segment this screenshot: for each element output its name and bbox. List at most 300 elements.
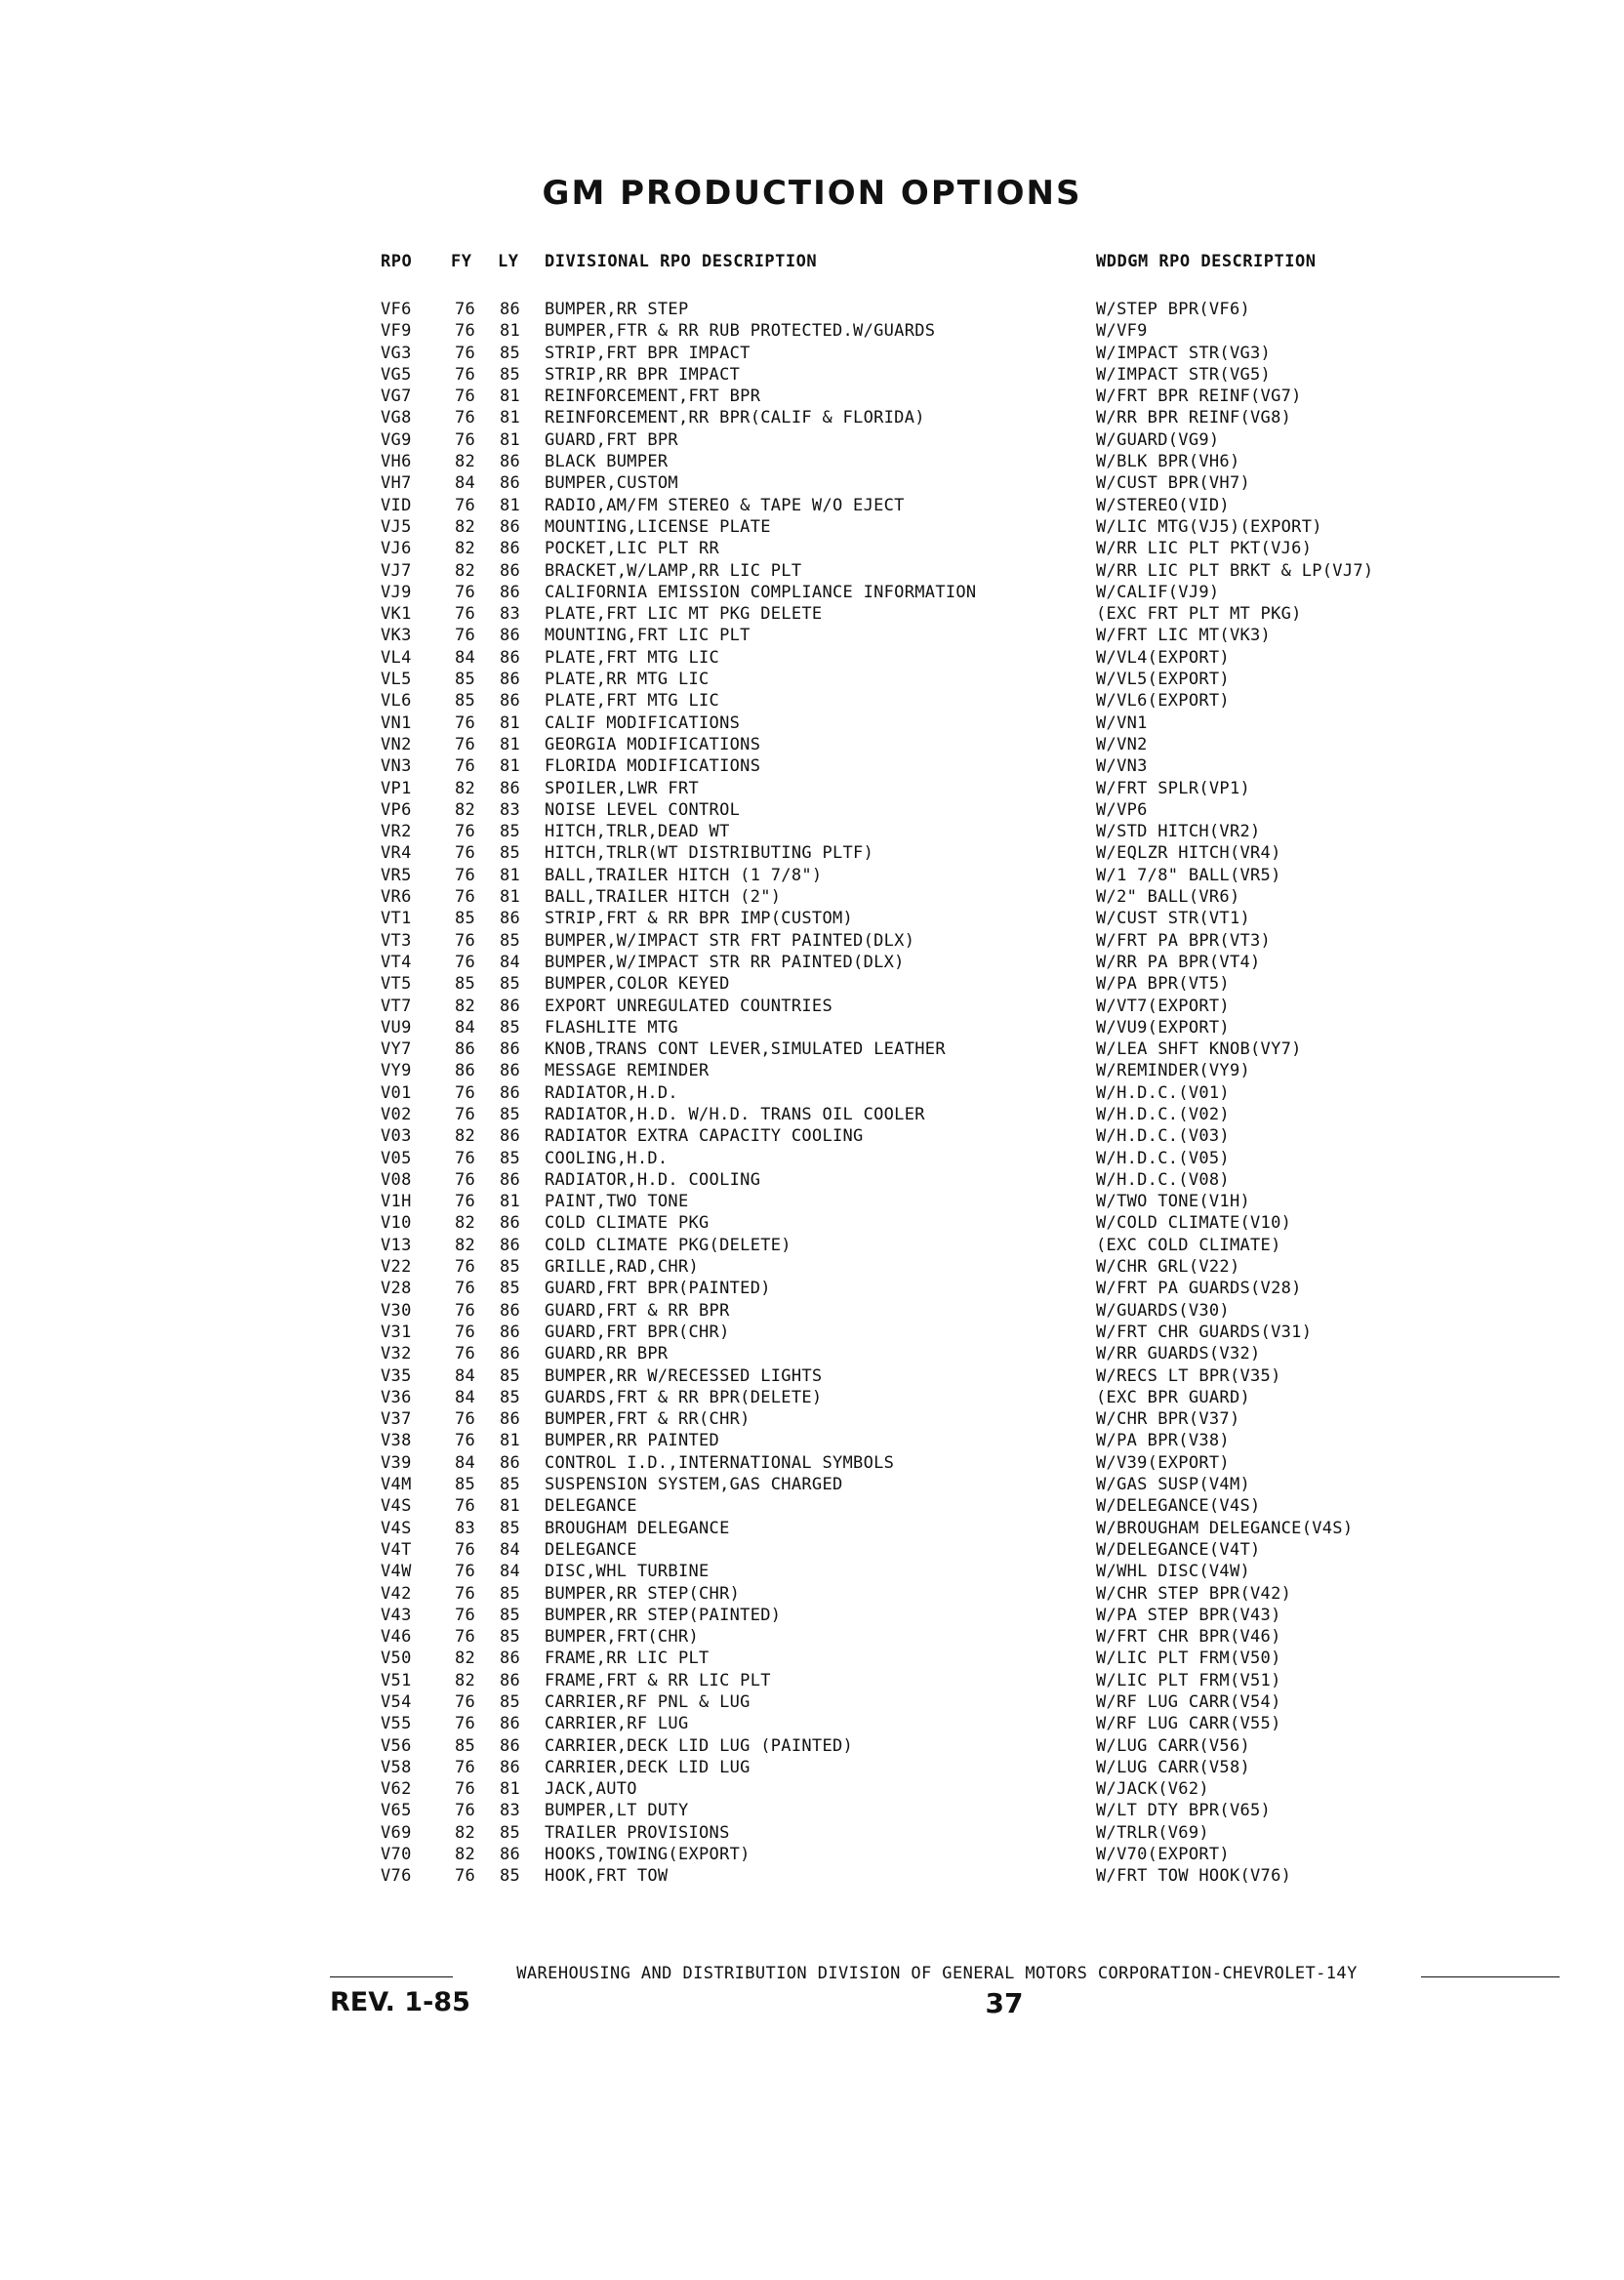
last-year: 86: [500, 1169, 521, 1190]
table-row: [0, 1800, 1624, 1821]
table-row: [0, 1169, 1624, 1191]
last-year: 86: [500, 1213, 521, 1234]
last-year: 86: [500, 1082, 521, 1103]
rpo-code: VP1: [381, 778, 412, 798]
wddgm-description: W/VL6(EXPORT): [1096, 691, 1230, 712]
divisional-description: RADIATOR EXTRA CAPACITY COOLING: [545, 1126, 864, 1147]
last-year: 85: [500, 822, 521, 842]
first-year: 85: [455, 909, 476, 929]
divisional-description: COLD CLIMATE PKG(DELETE): [545, 1235, 792, 1255]
last-year: 86: [500, 1757, 521, 1777]
rpo-code: VF9: [381, 321, 412, 342]
rpo-code: VR5: [381, 865, 412, 885]
wddgm-description: W/2" BALL(VR6): [1096, 887, 1240, 908]
rpo-code: VT5: [381, 974, 412, 995]
last-year: 86: [500, 582, 521, 602]
rpo-code: VP6: [381, 799, 412, 820]
wddgm-description: W/DELEGANCE(V4S): [1096, 1496, 1261, 1517]
table-row: [0, 625, 1624, 646]
wddgm-description: W/VL4(EXPORT): [1096, 647, 1230, 668]
wddgm-description: (EXC COLD CLIMATE): [1096, 1235, 1281, 1255]
table-row: [0, 669, 1624, 690]
last-year: 86: [500, 473, 521, 494]
first-year: 82: [455, 1649, 476, 1669]
rpo-code: VL6: [381, 691, 412, 712]
divisional-description: FLORIDA MODIFICATIONS: [545, 756, 761, 777]
first-year: 76: [455, 1257, 476, 1278]
wddgm-description: W/STD HITCH(VR2): [1096, 822, 1261, 842]
wddgm-description: W/STEREO(VID): [1096, 495, 1230, 515]
last-year: 81: [500, 1431, 521, 1451]
table-row: [0, 1495, 1624, 1517]
first-year: 76: [455, 1562, 476, 1582]
rpo-code: VJ7: [381, 560, 412, 581]
divisional-description: JACK,AUTO: [545, 1779, 637, 1800]
last-year: 81: [500, 1496, 521, 1517]
divisional-description: GUARD,FRT BPR(CHR): [545, 1322, 730, 1342]
rpo-code: V51: [381, 1670, 412, 1690]
rpo-code: VG8: [381, 408, 412, 428]
first-year: 85: [455, 691, 476, 712]
table-row: [0, 647, 1624, 669]
divisional-description: HOOKS,TOWING(EXPORT): [545, 1845, 751, 1865]
first-year: 82: [455, 1235, 476, 1255]
table-row: [0, 690, 1624, 712]
rpo-code: V22: [381, 1257, 412, 1278]
last-year: 84: [500, 1562, 521, 1582]
divisional-description: TRAILER PROVISIONS: [545, 1822, 730, 1843]
first-year: 76: [455, 582, 476, 602]
rpo-code: VJ5: [381, 516, 412, 537]
last-year: 85: [500, 1017, 521, 1038]
table-row: [0, 1408, 1624, 1430]
last-year: 81: [500, 734, 521, 754]
divisional-description: EXPORT UNREGULATED COUNTRIES: [545, 996, 832, 1016]
table-row: [0, 734, 1624, 755]
last-year: 86: [500, 1344, 521, 1364]
rpo-code: V08: [381, 1169, 412, 1190]
wddgm-description: (EXC FRT PLT MT PKG): [1096, 604, 1302, 625]
last-year: 85: [500, 343, 521, 363]
wddgm-description: W/IMPACT STR(VG5): [1096, 364, 1272, 385]
divisional-description: RADIATOR,H.D.: [545, 1082, 678, 1103]
table-row: [0, 1343, 1624, 1364]
divisional-description: BALL,TRAILER HITCH (2"): [545, 887, 782, 908]
wddgm-description: W/FRT CHR GUARDS(V31): [1096, 1322, 1313, 1342]
first-year: 82: [455, 1845, 476, 1865]
rpo-code: VG7: [381, 387, 412, 407]
wddgm-description: W/REMINDER(VY9): [1096, 1061, 1251, 1081]
first-year: 76: [455, 429, 476, 450]
rpo-code: V54: [381, 1692, 412, 1712]
rpo-code: VG3: [381, 343, 412, 363]
divisional-description: GUARD,FRT & RR BPR: [545, 1300, 730, 1321]
table-row: [0, 1256, 1624, 1278]
first-year: 84: [455, 1452, 476, 1473]
wddgm-description: W/VN1: [1096, 712, 1148, 733]
rpo-code: V39: [381, 1452, 412, 1473]
last-year: 85: [500, 843, 521, 864]
first-year: 76: [455, 734, 476, 754]
first-year: 76: [455, 822, 476, 842]
last-year: 84: [500, 1539, 521, 1560]
table-row: [0, 1452, 1624, 1474]
divisional-description: CARRIER,DECK LID LUG (PAINTED): [545, 1735, 854, 1756]
last-year: 85: [500, 974, 521, 995]
first-year: 84: [455, 1017, 476, 1038]
wddgm-description: W/PA BPR(V38): [1096, 1431, 1230, 1451]
wddgm-description: W/VU9(EXPORT): [1096, 1017, 1230, 1038]
table-row: [0, 886, 1624, 908]
table-row: [0, 1778, 1624, 1800]
first-year: 86: [455, 1061, 476, 1081]
table-row: [0, 429, 1624, 451]
divisional-description: FLASHLITE MTG: [545, 1017, 678, 1038]
last-year: 86: [500, 1409, 521, 1430]
table-row: [0, 320, 1624, 342]
rpo-code: VU9: [381, 1017, 412, 1038]
wddgm-description: W/RR BPR REINF(VG8): [1096, 408, 1292, 428]
divisional-description: BLACK BUMPER: [545, 452, 669, 472]
first-year: 76: [455, 1757, 476, 1777]
rpo-code: VT7: [381, 996, 412, 1016]
divisional-description: BUMPER,CUSTOM: [545, 473, 678, 494]
wddgm-description: W/RECS LT BPR(V35): [1096, 1365, 1281, 1386]
first-year: 82: [455, 452, 476, 472]
last-year: 81: [500, 321, 521, 342]
table-row: [0, 842, 1624, 864]
table-row: [0, 1561, 1624, 1582]
last-year: 86: [500, 1845, 521, 1865]
divisional-description: POCKET,LIC PLT RR: [545, 539, 720, 559]
divisional-description: BALL,TRAILER HITCH (1 7/8"): [545, 865, 823, 885]
last-year: 86: [500, 691, 521, 712]
last-year: 85: [500, 1104, 521, 1124]
wddgm-description: W/VN2: [1096, 734, 1148, 754]
first-year: 76: [455, 300, 476, 319]
header-rpo: RPO: [381, 252, 413, 271]
wddgm-description: W/JACK(V62): [1096, 1779, 1209, 1800]
table-row: [0, 1365, 1624, 1387]
divisional-description: CALIF MODIFICATIONS: [545, 712, 741, 733]
last-year: 86: [500, 909, 521, 929]
last-year: 86: [500, 626, 521, 646]
last-year: 86: [500, 1649, 521, 1669]
first-year: 76: [455, 843, 476, 864]
first-year: 76: [455, 1496, 476, 1517]
divisional-description: BUMPER,FRT(CHR): [545, 1627, 700, 1648]
table-row: [0, 712, 1624, 734]
wddgm-description: W/H.D.C.(V01): [1096, 1082, 1230, 1103]
table-row: [0, 1626, 1624, 1648]
table-row: [0, 582, 1624, 603]
last-year: 86: [500, 1126, 521, 1147]
divisional-description: PLATE,FRT LIC MT PKG DELETE: [545, 604, 823, 625]
rpo-code: V69: [381, 1822, 412, 1843]
first-year: 82: [455, 1126, 476, 1147]
divisional-description: BUMPER,W/IMPACT STR RR PAINTED(DLX): [545, 952, 905, 972]
divisional-description: BUMPER,RR STEP(CHR): [545, 1583, 741, 1604]
last-year: 83: [500, 799, 521, 820]
wddgm-description: W/CHR STEP BPR(V42): [1096, 1583, 1292, 1604]
divisional-description: GUARD,FRT BPR(PAINTED): [545, 1279, 771, 1299]
last-year: 86: [500, 539, 521, 559]
wddgm-description: W/CUST BPR(VH7): [1096, 473, 1251, 494]
divisional-description: CALIFORNIA EMISSION COMPLIANCE INFORMATION: [545, 582, 977, 602]
rpo-code: VL4: [381, 647, 412, 668]
last-year: 85: [500, 364, 521, 385]
rpo-code: VR6: [381, 887, 412, 908]
wddgm-description: W/H.D.C.(V02): [1096, 1104, 1230, 1124]
last-year: 86: [500, 300, 521, 319]
wddgm-description: W/FRT LIC MT(VK3): [1096, 626, 1272, 646]
divisional-description: RADIATOR,H.D. COOLING: [545, 1169, 761, 1190]
divisional-description: REINFORCEMENT,FRT BPR: [545, 387, 761, 407]
wddgm-description: W/RR LIC PLT PKT(VJ6): [1096, 539, 1313, 559]
last-year: 86: [500, 1061, 521, 1081]
first-year: 76: [455, 1801, 476, 1821]
last-year: 85: [500, 1387, 521, 1407]
divisional-description: FRAME,FRT & RR LIC PLT: [545, 1670, 771, 1690]
table-row: [0, 1430, 1624, 1451]
divisional-description: CARRIER,DECK LID LUG: [545, 1757, 751, 1777]
first-year: 76: [455, 1692, 476, 1712]
first-year: 76: [455, 1409, 476, 1430]
first-year: 85: [455, 1475, 476, 1495]
first-year: 76: [455, 1344, 476, 1364]
rpo-code: V36: [381, 1387, 412, 1407]
last-year: 81: [500, 408, 521, 428]
rpo-code: V05: [381, 1148, 412, 1168]
last-year: 84: [500, 952, 521, 972]
rpo-code: V55: [381, 1714, 412, 1734]
divisional-description: BUMPER,RR PAINTED: [545, 1431, 720, 1451]
rpo-code: VH7: [381, 473, 412, 494]
rpo-code: VK1: [381, 604, 412, 625]
wddgm-description: W/LIC PLT FRM(V50): [1096, 1649, 1281, 1669]
first-year: 76: [455, 408, 476, 428]
rpo-code: VT1: [381, 909, 412, 929]
first-year: 86: [455, 1039, 476, 1060]
footer-rule-left: [330, 1976, 453, 1977]
wddgm-description: W/H.D.C.(V03): [1096, 1126, 1230, 1147]
last-year: 85: [500, 1475, 521, 1495]
divisional-description: RADIATOR,H.D. W/H.D. TRANS OIL COOLER: [545, 1104, 925, 1124]
rpo-code: VG5: [381, 364, 412, 385]
last-year: 85: [500, 1257, 521, 1278]
table-row: [0, 1583, 1624, 1605]
wddgm-description: W/PA BPR(VT5): [1096, 974, 1230, 995]
last-year: 85: [500, 1148, 521, 1168]
table-row: [0, 1605, 1624, 1626]
first-year: 76: [455, 712, 476, 733]
divisional-description: BUMPER,RR STEP(PAINTED): [545, 1605, 782, 1625]
table-row: [0, 386, 1624, 407]
rpo-code: VN2: [381, 734, 412, 754]
table-row: [0, 1082, 1624, 1104]
last-year: 81: [500, 887, 521, 908]
wddgm-description: W/RF LUG CARR(V54): [1096, 1692, 1281, 1712]
table-row: [0, 1474, 1624, 1495]
first-year: 76: [455, 364, 476, 385]
first-year: 82: [455, 1213, 476, 1234]
rpo-code: VR2: [381, 822, 412, 842]
table-row: [0, 1017, 1624, 1038]
wddgm-description: W/LIC MTG(VJ5)(EXPORT): [1096, 516, 1322, 537]
divisional-description: MESSAGE REMINDER: [545, 1061, 710, 1081]
header-divisional-description: DIVISIONAL RPO DESCRIPTION: [545, 252, 818, 271]
table-row: [0, 364, 1624, 386]
divisional-description: BRACKET,W/LAMP,RR LIC PLT: [545, 560, 802, 581]
divisional-description: CARRIER,RF PNL & LUG: [545, 1692, 751, 1712]
divisional-description: STRIP,FRT & RR BPR IMP(CUSTOM): [545, 909, 854, 929]
rpo-code: V02: [381, 1104, 412, 1124]
rpo-code: VL5: [381, 670, 412, 690]
rpo-code: V70: [381, 1845, 412, 1865]
first-year: 84: [455, 473, 476, 494]
rpo-code: VF6: [381, 300, 412, 319]
last-year: 83: [500, 604, 521, 625]
rpo-code: V32: [381, 1344, 412, 1364]
rpo-code: V62: [381, 1779, 412, 1800]
wddgm-description: W/V39(EXPORT): [1096, 1452, 1230, 1473]
table-row: [0, 1757, 1624, 1778]
table-row: [0, 1518, 1624, 1539]
wddgm-description: W/WHL DISC(V4W): [1096, 1562, 1251, 1582]
last-year: 81: [500, 712, 521, 733]
rpo-code: V28: [381, 1279, 412, 1299]
last-year: 86: [500, 516, 521, 537]
divisional-description: HITCH,TRLR(WT DISTRIBUTING PLTF): [545, 843, 874, 864]
divisional-description: HOOK,FRT TOW: [545, 1866, 669, 1887]
table-row: [0, 1648, 1624, 1669]
last-year: 83: [500, 1801, 521, 1821]
table-row: [0, 799, 1624, 821]
divisional-description: BUMPER,FTR & RR RUB PROTECTED.W/GUARDS: [545, 321, 936, 342]
last-year: 81: [500, 865, 521, 885]
table-row: [0, 1148, 1624, 1169]
wddgm-description: W/FRT PA GUARDS(V28): [1096, 1279, 1302, 1299]
divisional-description: MOUNTING,LICENSE PLATE: [545, 516, 771, 537]
table-row: [0, 516, 1624, 538]
table-row: [0, 1104, 1624, 1125]
first-year: 82: [455, 560, 476, 581]
table-row: [0, 755, 1624, 777]
table-row: [0, 1670, 1624, 1691]
table-row: [0, 1125, 1624, 1147]
rpo-code: V4T: [381, 1539, 412, 1560]
last-year: 86: [500, 778, 521, 798]
table-row: [0, 1060, 1624, 1081]
first-year: 76: [455, 1627, 476, 1648]
table-row: [0, 1691, 1624, 1713]
header-fy: FY: [451, 252, 472, 271]
rpo-code: V01: [381, 1082, 412, 1103]
last-year: 81: [500, 756, 521, 777]
rpo-code: V42: [381, 1583, 412, 1604]
first-year: 76: [455, 387, 476, 407]
last-year: 86: [500, 452, 521, 472]
rpo-code: V43: [381, 1605, 412, 1625]
first-year: 82: [455, 1670, 476, 1690]
rpo-code: V30: [381, 1300, 412, 1321]
divisional-description: GRILLE,RAD,CHR): [545, 1257, 700, 1278]
rpo-code: V03: [381, 1126, 412, 1147]
rpo-code: V4S: [381, 1518, 412, 1538]
divisional-description: STRIP,RR BPR IMPACT: [545, 364, 741, 385]
table-row: [0, 1235, 1624, 1256]
table-row: [0, 930, 1624, 952]
wddgm-description: W/LIC PLT FRM(V51): [1096, 1670, 1281, 1690]
rpo-code: VY9: [381, 1061, 412, 1081]
wddgm-description: W/RF LUG CARR(V55): [1096, 1714, 1281, 1734]
divisional-description: BUMPER,COLOR KEYED: [545, 974, 730, 995]
first-year: 85: [455, 1735, 476, 1756]
first-year: 82: [455, 516, 476, 537]
wddgm-description: W/FRT CHR BPR(V46): [1096, 1627, 1281, 1648]
last-year: 81: [500, 429, 521, 450]
last-year: 81: [500, 387, 521, 407]
last-year: 81: [500, 1779, 521, 1800]
divisional-description: CARRIER,RF LUG: [545, 1714, 689, 1734]
last-year: 85: [500, 1518, 521, 1538]
last-year: 86: [500, 1670, 521, 1690]
table-row: [0, 1865, 1624, 1887]
first-year: 76: [455, 1104, 476, 1124]
last-year: 86: [500, 1235, 521, 1255]
last-year: 86: [500, 1714, 521, 1734]
wddgm-description: W/TRLR(V69): [1096, 1822, 1209, 1843]
divisional-description: CONTROL I.D.,INTERNATIONAL SYMBOLS: [545, 1452, 895, 1473]
divisional-description: DELEGANCE: [545, 1496, 637, 1517]
last-year: 86: [500, 996, 521, 1016]
first-year: 76: [455, 1300, 476, 1321]
divisional-description: NOISE LEVEL CONTROL: [545, 799, 741, 820]
wddgm-description: W/LUG CARR(V56): [1096, 1735, 1251, 1756]
wddgm-description: W/RR LIC PLT BRKT & LP(VJ7): [1096, 560, 1374, 581]
wddgm-description: W/RR PA BPR(VT4): [1096, 952, 1261, 972]
first-year: 76: [455, 495, 476, 515]
wddgm-description: W/GUARDS(V30): [1096, 1300, 1230, 1321]
table-row: [0, 1191, 1624, 1212]
last-year: 85: [500, 1365, 521, 1386]
footer-division-line: WAREHOUSING AND DISTRIBUTION DIVISION OF GENERAL MOTORS CORPORATION-CHEVROLET-14Y: [516, 1964, 1358, 1983]
first-year: 76: [455, 930, 476, 951]
wddgm-description: W/H.D.C.(V08): [1096, 1169, 1230, 1190]
wddgm-description: W/STEP BPR(VF6): [1096, 300, 1251, 319]
rpo-code: VN3: [381, 756, 412, 777]
first-year: 82: [455, 778, 476, 798]
wddgm-description: W/RR GUARDS(V32): [1096, 1344, 1261, 1364]
wddgm-description: W/V70(EXPORT): [1096, 1845, 1230, 1865]
first-year: 76: [455, 1169, 476, 1190]
wddgm-description: W/FRT PA BPR(VT3): [1096, 930, 1272, 951]
first-year: 76: [455, 1279, 476, 1299]
first-year: 83: [455, 1518, 476, 1538]
wddgm-description: W/GAS SUSP(V4M): [1096, 1475, 1251, 1495]
divisional-description: SUSPENSION SYSTEM,GAS CHARGED: [545, 1475, 843, 1495]
divisional-description: COOLING,H.D.: [545, 1148, 669, 1168]
last-year: 86: [500, 1039, 521, 1060]
rpo-code: V76: [381, 1866, 412, 1887]
wddgm-description: W/EQLZR HITCH(VR4): [1096, 843, 1281, 864]
wddgm-description: W/LUG CARR(V58): [1096, 1757, 1251, 1777]
table-row: [0, 1713, 1624, 1734]
last-year: 85: [500, 1279, 521, 1299]
last-year: 85: [500, 1822, 521, 1843]
divisional-description: PLATE,FRT MTG LIC: [545, 691, 720, 712]
wddgm-description: W/CHR GRL(V22): [1096, 1257, 1240, 1278]
